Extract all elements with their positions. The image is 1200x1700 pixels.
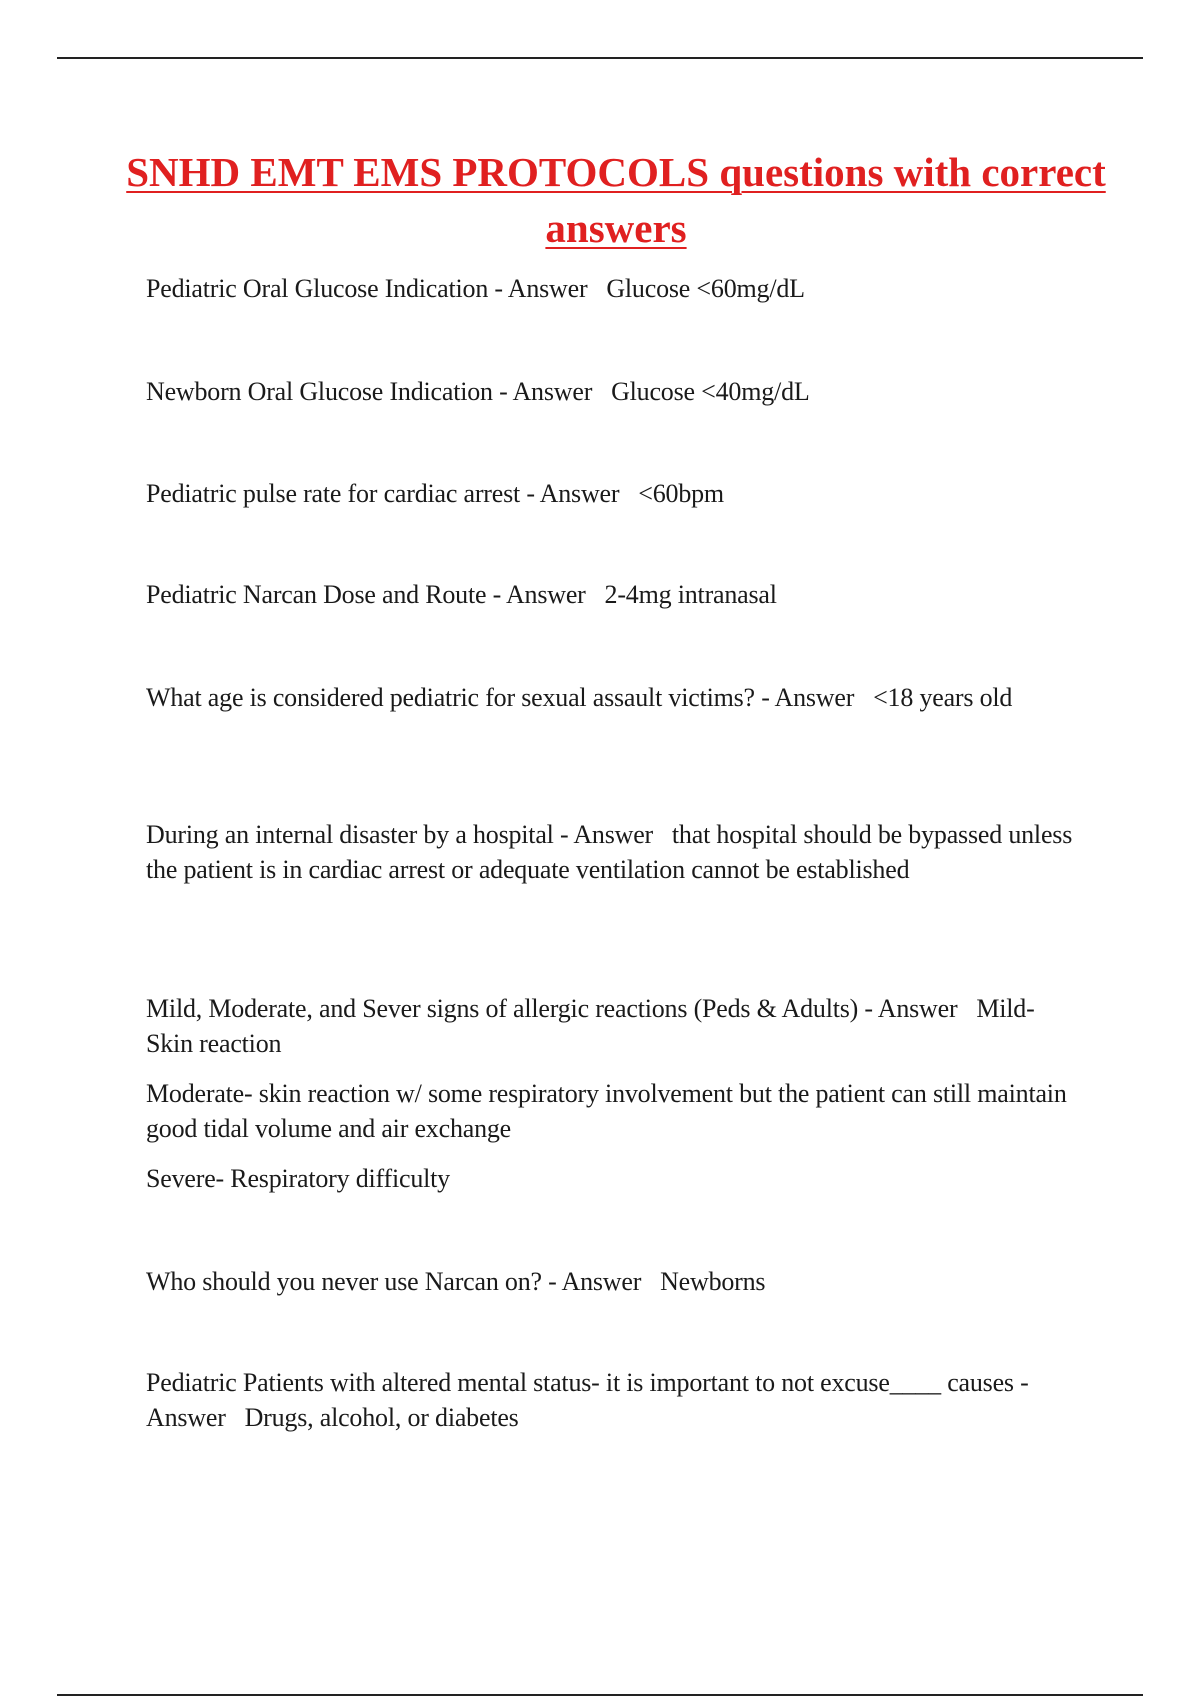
- answer-continuation-moderate: Moderate- skin reaction w/ some respiratory involvement but the patient can still maintain good tidal volume and air exchange: [146, 1079, 1067, 1143]
- qa-item-6: [146, 817, 1086, 887]
- answer-continuation-severe: Severe- Respiratory difficulty: [146, 1164, 450, 1193]
- answer-text: Glucose <60mg/dL: [606, 274, 805, 303]
- question-text: Pediatric Patients with altered mental status- it is important to not excuse____ causes - Answer: [146, 1368, 1029, 1432]
- question-text: During an internal disaster by a hospital - Answer: [146, 820, 653, 849]
- qa-item-4: [146, 577, 1086, 612]
- answer-text: Newborns: [660, 1267, 766, 1296]
- question-text: Who should you never use Narcan on? - Answer: [146, 1267, 642, 1296]
- answer-text: <18 years old: [873, 683, 1013, 712]
- question-text: Newborn Oral Glucose Indication - Answer: [146, 377, 593, 406]
- qa-item-1: [146, 271, 1086, 306]
- qa-item-3: [146, 476, 1086, 511]
- answer-text: 2-4mg intranasal: [604, 580, 777, 609]
- answer-text: Glucose <40mg/dL: [611, 377, 810, 406]
- answer-text: Drugs, alcohol, or diabetes: [244, 1403, 519, 1432]
- qa-item-9: [146, 1365, 1086, 1435]
- question-text: Pediatric pulse rate for cardiac arrest - Answer: [146, 479, 620, 508]
- answer-text: that hospital should be bypassed unless the patient is in cardiac arrest or adequate ventilation cannot be established: [146, 820, 1073, 884]
- question-text: Pediatric Narcan Dose and Route - Answer: [146, 580, 586, 609]
- qa-item-5: [146, 680, 1086, 715]
- top-rule: [57, 57, 1143, 59]
- question-text: What age is considered pediatric for sexual assault victims? - Answer: [146, 683, 855, 712]
- question-text: Mild, Moderate, and Sever signs of allergic reactions (Peds & Adults) - Answer: [146, 994, 958, 1023]
- qa-item-7: [146, 991, 1086, 1061]
- document-title: SNHD EMT EMS PROTOCOLS questions with correct answers: [126, 149, 1106, 251]
- qa-item-2: [146, 374, 1086, 409]
- answer-text: Mild- Skin reaction: [146, 994, 1035, 1058]
- answer-text: <60bpm: [638, 479, 724, 508]
- bottom-rule: [57, 1694, 1143, 1696]
- question-text: Pediatric Oral Glucose Indication - Answer: [146, 274, 588, 303]
- qa-item-8: [146, 1264, 1086, 1299]
